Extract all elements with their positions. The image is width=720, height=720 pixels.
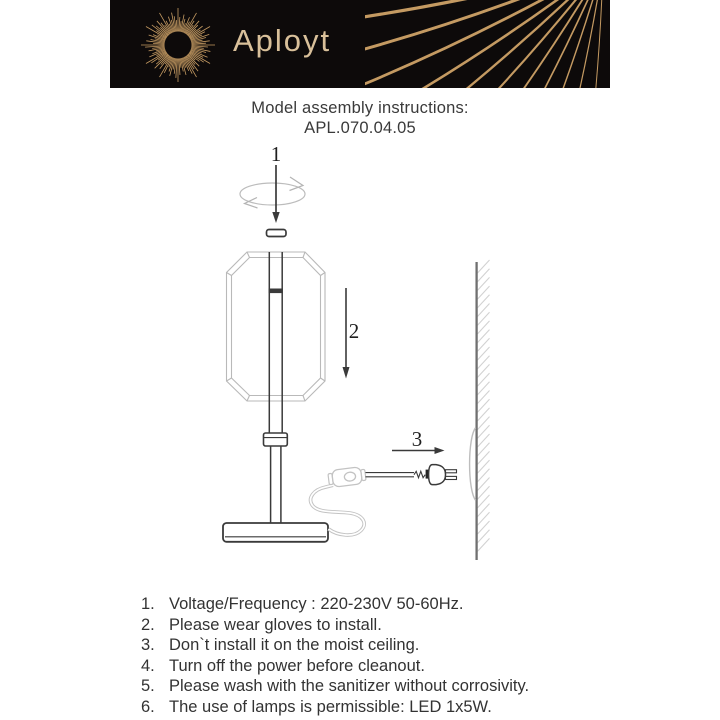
- power-plug: [429, 465, 457, 485]
- step1-down-arrow: [272, 165, 279, 223]
- list-item-text: Voltage/Frequency : 220-230V 50-60Hz.: [169, 595, 464, 613]
- list-item-number: 2.: [141, 615, 155, 634]
- list-item-number: 3.: [141, 636, 155, 654]
- lower-pole: [271, 446, 281, 523]
- list-item-text: Please wear gloves to install.: [169, 615, 382, 634]
- list-item: [141, 676, 529, 697]
- list-item-number: 6.: [141, 697, 155, 716]
- brand-logo-text: Aployt: [233, 23, 332, 58]
- inline-switch: [328, 466, 367, 487]
- rotation-ellipse: [240, 177, 305, 208]
- wall: [470, 260, 490, 560]
- list-item: [141, 594, 529, 615]
- list-item: [141, 635, 529, 656]
- list-item: [141, 656, 529, 677]
- list-item-text: Don`t install it on the moist ceiling.: [169, 636, 420, 654]
- list-item-text: Please wash with the sanitizer without corrosivity.: [169, 677, 530, 695]
- list-item-text: The use of lamps is permissible: LED 1x5W.: [169, 697, 492, 716]
- finial-cap: [267, 230, 287, 237]
- step-label-1: 1: [270, 142, 282, 166]
- pole-collar: [264, 433, 288, 446]
- step-label-2: 2: [348, 319, 360, 343]
- list-item-text: Turn off the power before cleanout.: [169, 656, 425, 675]
- lampshade-wireframe: [227, 252, 326, 401]
- step-label-3: 3: [411, 427, 423, 451]
- model-number: APL.070.04.05: [304, 119, 416, 137]
- list-item-number: 5.: [141, 677, 155, 695]
- instruction-list: [141, 594, 529, 717]
- lamp-pole: [269, 252, 283, 433]
- lamp-base: [223, 523, 328, 542]
- list-item-number: 4.: [141, 656, 155, 675]
- list-item: [141, 697, 529, 718]
- wall-hatching: [478, 260, 490, 551]
- list-item-number: 1.: [141, 595, 155, 613]
- page-title: Model assembly instructions:: [251, 99, 469, 117]
- cord-to-plug: [366, 470, 433, 479]
- list-item: [141, 615, 529, 636]
